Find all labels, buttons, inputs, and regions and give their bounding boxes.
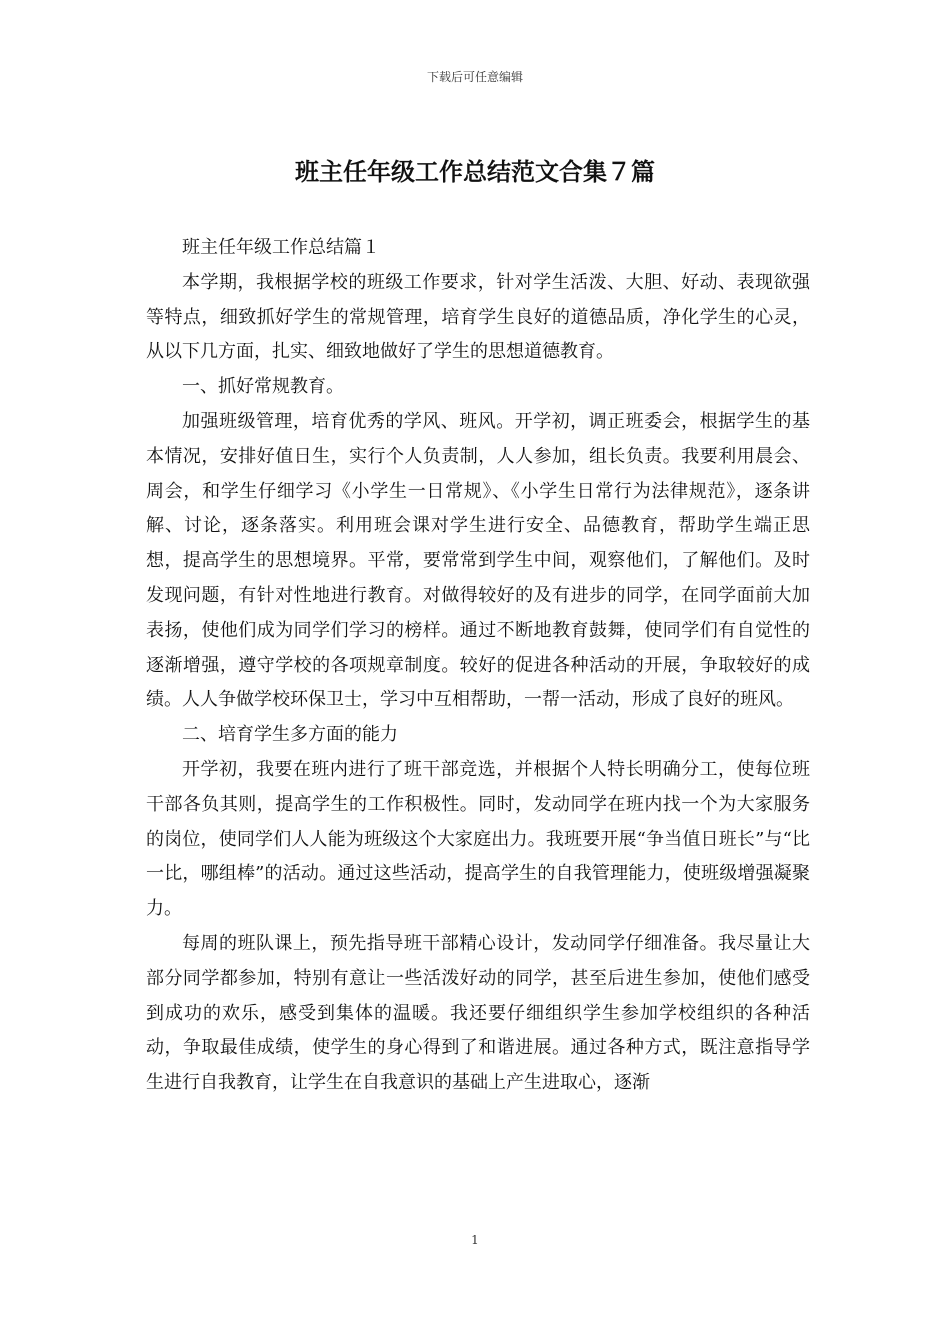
body-paragraph: 加强班级管理，培育优秀的学风、班风。开学初，调正班委会，根据学生的基本情况，安排好值日生，实行个人负责制，人人参加，组长负责。我要利用晨会、周会，和学生仔细学习《小学生一日常规》、《小学生日常行为法律规范》，逐条讲解、讨论，逐条落实。利用班会课对学生进行安全、品德教育，帮助学生端正思想，提高学生的思想境界。平常，要常常到学生中间，观察他们，了解他们。及时发现问题，有针对性地进行教育。对做得较好的及有进步的同学，在同学面前大加表扬，使他们成为同学们学习的榜样。通过不断地教育鼓舞，使同学们有自觉性的逐渐增强，遵守学校的各项规章制度。较好的促进各种活动的开展，争取较好的成绩。人人争做学校环保卫士，学习中互相帮助，一帮一活动，形成了良好的班风。 <box>146 410 810 711</box>
section-heading: 一、抓好常规教育。 <box>182 376 344 398</box>
body-paragraph: 开学初，我要在班内进行了班干部竞选，并根据个人特长明确分工，使每位班干部各负其则，提高学生的工作积极性。同时，发动同学在班内找一个为大家服务的岗位，使同学们人人能为班级这个大家庭出力。我班要开展“争当值日班长”与“比一比，哪组棒”的活动。通过这些活动，提高学生的自我管理能力，使班级增强凝聚力。 <box>146 758 810 920</box>
page-number: 1 <box>471 1233 479 1247</box>
document-body <box>146 231 810 1101</box>
body-paragraph: 本学期，我根据学校的班级工作要求，针对学生活泼、大胆、好动、表现欲强等特点，细致抓好学生的常规管理，培育学生良好的道德品质，净化学生的心灵，从以下几方面，扎实、细致地做好了学生的思想道德教育。 <box>146 271 810 363</box>
body-paragraph: 每周的班队课上，预先指导班干部精心设计，发动同学仔细准备。我尽量让大部分同学都参加，特别有意让一些活泼好动的同学，甚至后进生参加，使他们感受到成功的欢乐，感受到集体的温暖。我还要仔细组织学生参加学校组织的各种活动，争取最佳成绩，使学生的身心得到了和谐进展。通过各种方式，既注意指导学生进行自我教育，让学生在自我意识的基础上产生进取心，逐渐 <box>146 932 810 1094</box>
document-title: 班主任年级工作总结范文合集７篇 <box>295 158 655 186</box>
section-heading: 二、培育学生多方面的能力 <box>182 724 398 746</box>
header-note: 下载后可任意编辑 <box>426 70 523 84</box>
section-heading: 班主任年级工作总结篇１ <box>182 237 380 258</box>
